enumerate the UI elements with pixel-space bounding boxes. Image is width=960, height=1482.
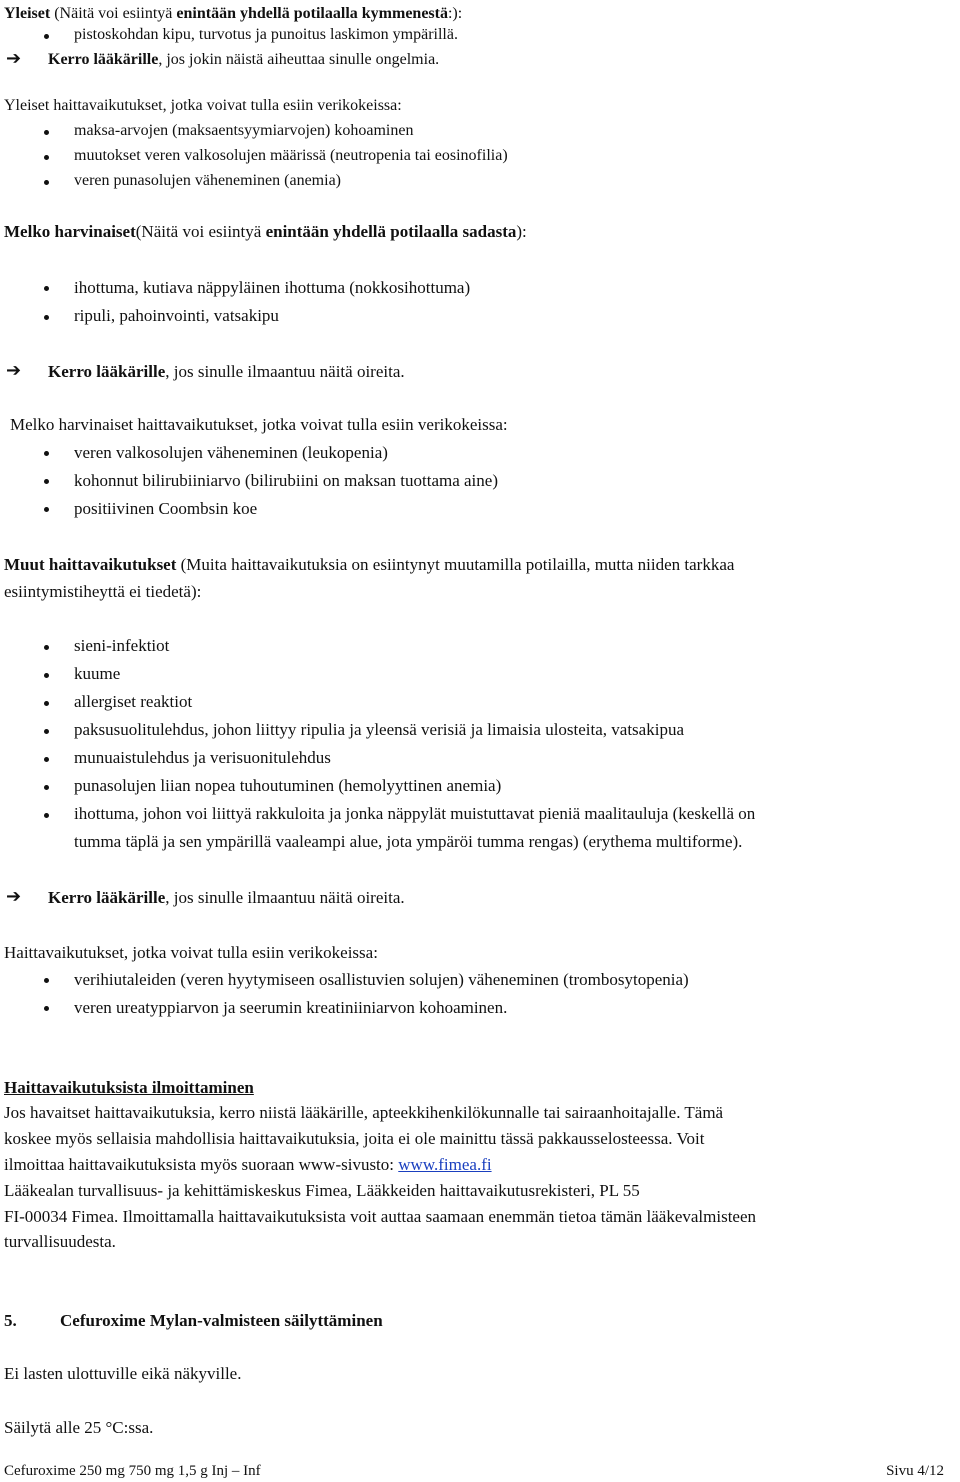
list-item: maksa-arvojen (maksaentsyymiarvojen) kohoaminen [74, 122, 414, 139]
bullet [44, 180, 49, 185]
other-heading: Muut haittavaikutukset (Muita haittavaikutuksia on esiintynyt muutamilla potilailla, mutta niiden tarkkaa [4, 555, 735, 574]
bullet [44, 34, 49, 39]
blood-test-heading: Yleiset haittavaikutukset, jotka voivat tulla esiin verikokeissa: [4, 97, 402, 114]
section-number: 5. [4, 1311, 17, 1330]
report-line: turvallisuudesta. [4, 1232, 116, 1251]
fimea-link[interactable]: www.fimea.fi [398, 1155, 492, 1174]
list-item: muutokset veren valkosolujen määrissä (neutropenia tai eosinofilia) [74, 147, 508, 164]
list-item: sieni-infektiot [74, 636, 170, 655]
bullet [44, 757, 49, 762]
alert-line: Kerro lääkärille, jos sinulle ilmaantuu näitä oireita. [48, 888, 405, 907]
list-item: punasolujen liian nopea tuhoutuminen (hemolyyttinen anemia) [74, 776, 502, 795]
arrow-right-icon: ➔ [6, 886, 22, 907]
alert-line: Kerro lääkärille, jos jokin näistä aiheuttaa sinulle ongelmia. [48, 51, 440, 68]
report-line: Jos havaitset haittavaikutuksia, kerro niistä lääkärille, apteekkihenkilökunnalle tai sairaanhoitajalle. Tämä [4, 1103, 724, 1122]
other-heading-cont: esiintymistiheyttä ei tiedetä): [4, 582, 202, 601]
list-item: pistoskohdan kipu, turvotus ja punoitus laskimon ympärillä. [74, 26, 458, 43]
report-line: Lääkealan turvallisuus- ja kehittämiskeskus Fimea, Lääkkeiden haittavaikutusrekisteri, PL 55 [4, 1181, 640, 1200]
bullet [44, 729, 49, 734]
bullet [44, 451, 49, 456]
report-line: FI-00034 Fimea. Ilmoittamalla haittavaikutuksista voit auttaa saamaan enemmän tietoa tämän lääkevalmisteen [4, 1207, 757, 1226]
list-item: allergiset reaktiot [74, 692, 193, 711]
bullet [44, 130, 49, 135]
list-item-cont: tumma täplä ja sen ympärillä vaaleampi alue, jota ympäröi tumma rengas) (erythema multiforme). [74, 832, 743, 851]
report-title: Haittavaikutuksista ilmoittaminen [4, 1078, 254, 1097]
list-item: kohonnut bilirubiiniarvo (bilirubiini on maksan tuottama aine) [74, 471, 498, 490]
list-item: munuaistulehdus ja verisuonitulehdus [74, 748, 331, 767]
arrow-right-icon: ➔ [6, 360, 22, 381]
bullet [44, 645, 49, 650]
alert-line: Kerro lääkärille, jos sinulle ilmaantuu näitä oireita. [48, 362, 405, 381]
bullet [44, 479, 49, 484]
list-item: positiivinen Coombsin koe [74, 499, 258, 518]
list-item: veren valkosolujen väheneminen (leukopenia) [74, 443, 388, 462]
list-item: paksusuolitulehdus, johon liittyy ripulia ja yleensä verisiä ja limaisia ulosteita, vatsakipua [74, 720, 684, 739]
bullet [44, 507, 49, 512]
bullet [44, 155, 49, 160]
list-item: ihottuma, johon voi liittyä rakkuloita ja jonka näppylät muistuttavat pieniä maalitauluja (keskellä on [74, 804, 756, 823]
section-title: Cefuroxime Mylan-valmisteen säilyttäminen [60, 1311, 383, 1330]
bullet [44, 701, 49, 706]
bullet [44, 1006, 49, 1011]
storage-text: Säilytä alle 25 °C:ssa. [4, 1418, 154, 1437]
list-item: veren ureatyppiarvon ja seerumin kreatiniiniarvon kohoaminen. [74, 998, 508, 1017]
list-item: kuume [74, 664, 121, 683]
report-line: ilmoittaa haittavaikutuksista myös suoraan www-sivusto: www.fimea.fi [4, 1155, 492, 1174]
arrow-right-icon: ➔ [6, 48, 22, 69]
bullet [44, 978, 49, 983]
report-line: koskee myös sellaisia mahdollisia haittavaikutuksia, joita ei ole mainittu tässä pakkausselosteessa. Voit [4, 1129, 705, 1148]
list-item: ripuli, pahoinvointi, vatsakipu [74, 306, 279, 325]
bullet [44, 315, 49, 320]
list-item: veren punasolujen väheneminen (anemia) [74, 172, 341, 189]
bullet [44, 813, 49, 818]
bullet [44, 673, 49, 678]
uncommon-heading: Melko harvinaiset(Näitä voi esiintyä enintään yhdellä potilaalla sadasta): [4, 222, 527, 241]
uncommon-blood-heading: Melko harvinaiset haittavaikutukset, jotka voivat tulla esiin verikokeissa: [10, 415, 508, 434]
common-heading: Yleiset (Näitä voi esiintyä enintään yhdellä potilaalla kymmenestä:): [4, 5, 463, 22]
bullet [44, 785, 49, 790]
storage-text: Ei lasten ulottuville eikä näkyville. [4, 1364, 242, 1383]
bullet [44, 286, 49, 291]
list-item: ihottuma, kutiava näppyläinen ihottuma (nokkosihottuma) [74, 278, 471, 297]
footer-product: Cefuroxime 250 mg 750 mg 1,5 g Inj – Inf [4, 1463, 261, 1479]
footer-page: Sivu 4/12 [886, 1463, 944, 1479]
list-item: verihiutaleiden (veren hyytymiseen osallistuvien solujen) väheneminen (trombosytopenia) [74, 970, 689, 989]
blood-test-heading-2: Haittavaikutukset, jotka voivat tulla esiin verikokeissa: [4, 943, 378, 962]
